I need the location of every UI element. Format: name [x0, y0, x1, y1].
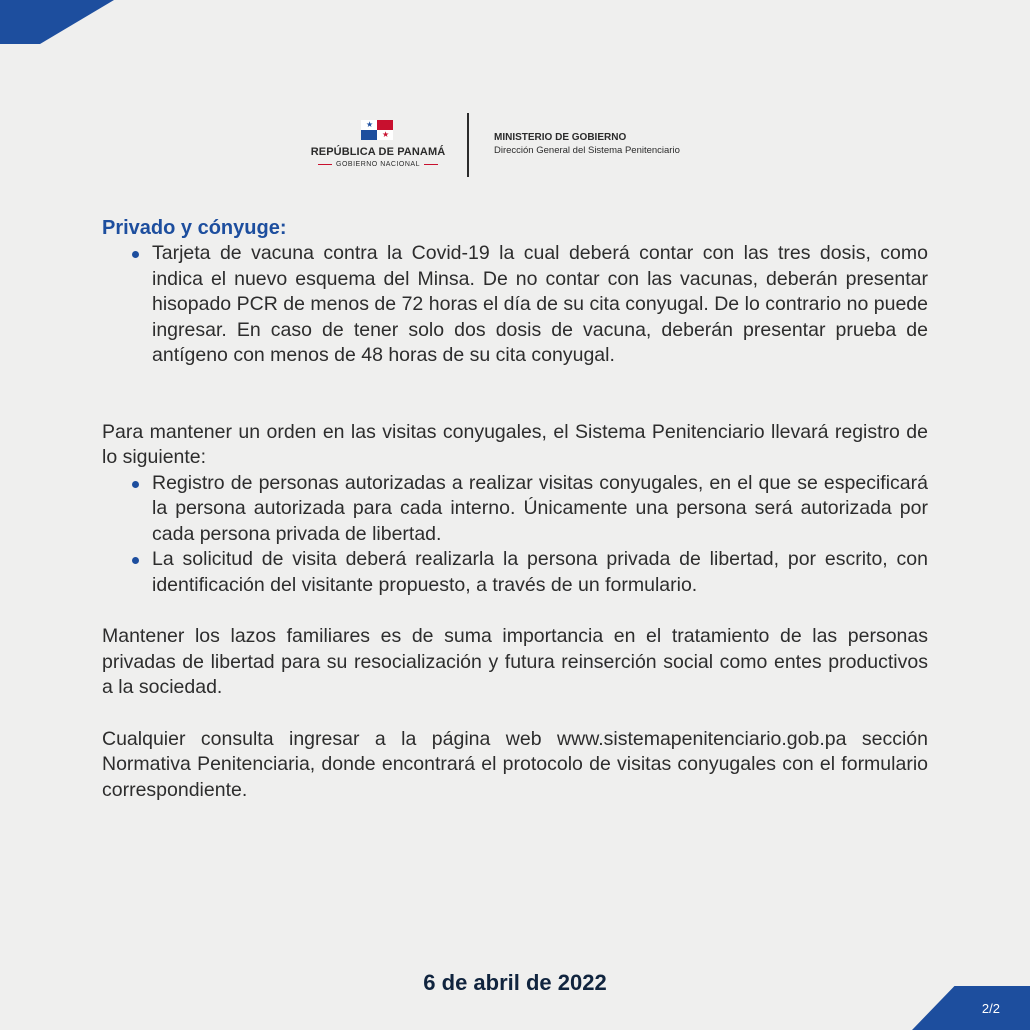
document-body [102, 216, 928, 803]
header [0, 113, 1030, 179]
header-divider [467, 113, 469, 177]
registry-list [102, 471, 928, 599]
republic-name: REPÚBLICA DE PANAMÁ [310, 146, 446, 158]
panama-flag-icon: ★ ★ [361, 120, 393, 140]
page-number: 2/2 [981, 1001, 1000, 1016]
corner-decoration-top-left [0, 0, 114, 44]
ministry-name: MINISTERIO DE GOBIERNO [494, 132, 627, 143]
list-item: Tarjeta de vacuna contra la Covid-19 la cual deberá contar con las tres dosis, como indica el nuevo esquema del Minsa. De no contar con las vacunas, deberán presentar hisopado PCR de menos de 72 horas el día de su cita conyugal. De lo contrario no puede ingresar. En caso de tener solo dos dosis de vacuna, deberán presentar prueba de antígeno con menos de 48 horas de su cita conyugal. [102, 241, 928, 369]
list-item: Registro de personas autorizadas a realizar visitas conyugales, en el que se especificará la persona autorizada para cada interno. Únicamente una persona será autorizada por cada persona privada de libertad. [102, 471, 928, 548]
government-label: GOBIERNO NACIONAL [304, 161, 452, 168]
direction-name: Dirección General del Sistema Penitenciario [494, 145, 680, 156]
section-title: Privado y cónyuge: [102, 217, 287, 239]
contact-paragraph: Cualquier consulta ingresar a la página web www.sistemapenitenciario.gob.pa sección Normativa Penitenciaria, donde encontrará el protocolo de visitas conyugales con el formulario correspondiente. [102, 727, 928, 801]
family-paragraph: Mantener los lazos familiares es de suma importancia en el tratamiento de las personas privadas de libertad para su resocialización y futura reinserción social como entes productivos a la sociedad. [102, 625, 928, 698]
list-item: La solicitud de visita deberá realizarla la persona privada de libertad, por escrito, con identificación del visitante propuesto, a través de un formulario. [102, 547, 928, 598]
registry-intro: Para mantener un orden en las visitas conyugales, el Sistema Penitenciario llevará registro de lo siguiente: [102, 420, 928, 468]
document-date: 6 de abril de 2022 [423, 970, 607, 995]
requirements-list [102, 241, 928, 369]
